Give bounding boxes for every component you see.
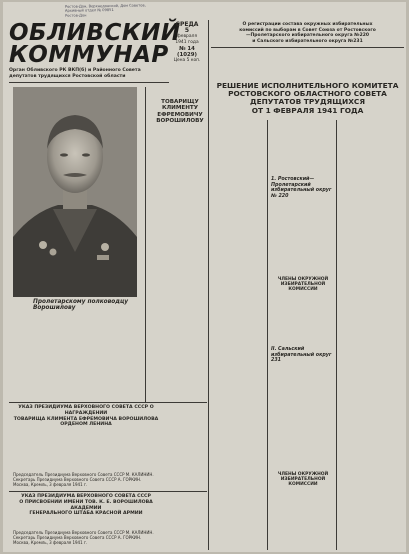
decree-line: ОРДЕНОМ ЛЕНИНА [60,422,112,428]
article-headline [149,99,211,125]
article-headline-line: ЕФРЕМОВИЧУ [157,111,203,118]
place-date: Москва, Кремль, 3 февраля 1941 г. [13,540,88,545]
decree-line: УКАЗ ПРЕЗИДИУМА ВЕРХОВНОГО СОВЕТА СССР [21,494,151,499]
decree-line: ГЕНЕРАЛЬНОГО ШТАБА КРАСНОЙ АРМИИ [29,511,143,517]
decree-line: О ПРИСВОЕНИИ ИМЕНИ ТОВ. К. Е. ВОРОШИЛОВА АКАДЕМИИ [19,499,153,511]
text-column [13,308,75,400]
chairman-line: Председатель Президиума Верховного Совета СССР М. КАЛИНИН. [13,530,154,535]
weekday: СРЕДА [175,21,199,28]
members-heading-2: ЧЛЕНЫ ОКРУЖНОЙ ИЗБИРАТЕЛЬНОЙ КОМИССИИ [277,472,329,487]
month-year: февраля 1941 года [175,34,199,45]
secretary-line: Секретарь Президиума Верховного Совета СССР А. ГОРКИН. [13,477,142,482]
price: Цена 5 коп. [173,58,201,63]
article-text-column [149,122,206,542]
column-rule [336,120,337,550]
banner-line: О регистрации состава окружных избирательных [242,22,373,27]
newspaper-page [3,2,406,552]
decree-line: УКАЗ ПРЕЗИДИУМА ВЕРХОВНОГО СОВЕТА СССР О НАГРАЖДЕНИИ [18,405,154,416]
masthead-title [9,20,181,68]
portrait-caption: Пролетарскому полководцу Ворошилову [33,299,129,311]
decree-headline-2 [11,494,161,517]
masthead-line-2: КОММУНАР [9,42,169,68]
chairman-line: Председатель Президиума Верховного Совета СССР М. КАЛИНИН. [13,472,154,477]
place-date: Москва, Кремль, 3 февраля 1941 г. [13,482,88,487]
decision-line: ДЕПУТАТОВ ТРУДЯЩИХСЯ [249,97,366,107]
banner-rule [211,47,404,48]
section-heading-1: 1. Ростовский—Пролетарский избирательный округ № 220 [271,177,332,199]
decision-line: РОСТОВСКОГО ОБЛАСТНОГО СОВЕТА [228,89,387,99]
decision-line: РЕШЕНИЕ ИСПОЛНИТЕЛЬНОГО КОМИТЕТА [216,81,399,90]
column-rule [145,87,146,402]
portrait-photo [13,87,137,297]
banner-line: и Сальского избирательного округа №231 [252,38,363,44]
masthead-subtitle: Орган Обливского РК ВКП(б) и Районного Совета депутатов трудящихся Ростовской области [9,68,141,79]
masthead-rule [9,82,169,83]
members-heading-1: ЧЛЕНЫ ОКРУЖНОЙ ИЗБИРАТЕЛЬНОЙ КОМИССИИ [277,277,329,292]
article-headline-line: ВОРОШИЛОВУ [156,118,204,125]
masthead-line-1: ОБЛИВСКИЙ [9,20,181,46]
decision-headline [211,82,404,115]
decree-line: ТОВАРИЩА КЛИМЕНТА ЕФРЕМОВИЧА ВОРОШИЛОВА [13,416,159,422]
date-box [172,22,202,64]
text-column [79,308,141,400]
stamp-line: Ростов-Дон [65,13,87,18]
day-number: 5 [184,27,190,34]
stamp-line: Архивный отдел № 09851 [64,8,114,14]
banner-line: —Пролетарского избирательного округа №220 [245,33,369,39]
banner-headline [211,22,404,44]
stamp-line: Ростов-Дон, Верхнедонской, Дом Советов, [64,3,146,9]
banner-line: комиссий по выборам в Совет Союза от Ростовского [239,27,376,33]
decision-line: ОТ 1 ФЕВРАЛЯ 1941 ГОДА [251,105,364,115]
issue-number: № 14 (1029) [177,46,197,58]
decree-headline-1 [11,405,161,428]
section-heading-2: II. Сальский избирательный округ 231 [271,347,332,364]
column-rule [267,120,268,550]
article-headline-line: ТОВАРИЩУ КЛИМЕНТУ [161,99,199,112]
secretary-line: Секретарь Президиума Верховного Совета СССР А. ГОРКИН. [13,535,142,540]
archive-stamp [65,3,157,18]
